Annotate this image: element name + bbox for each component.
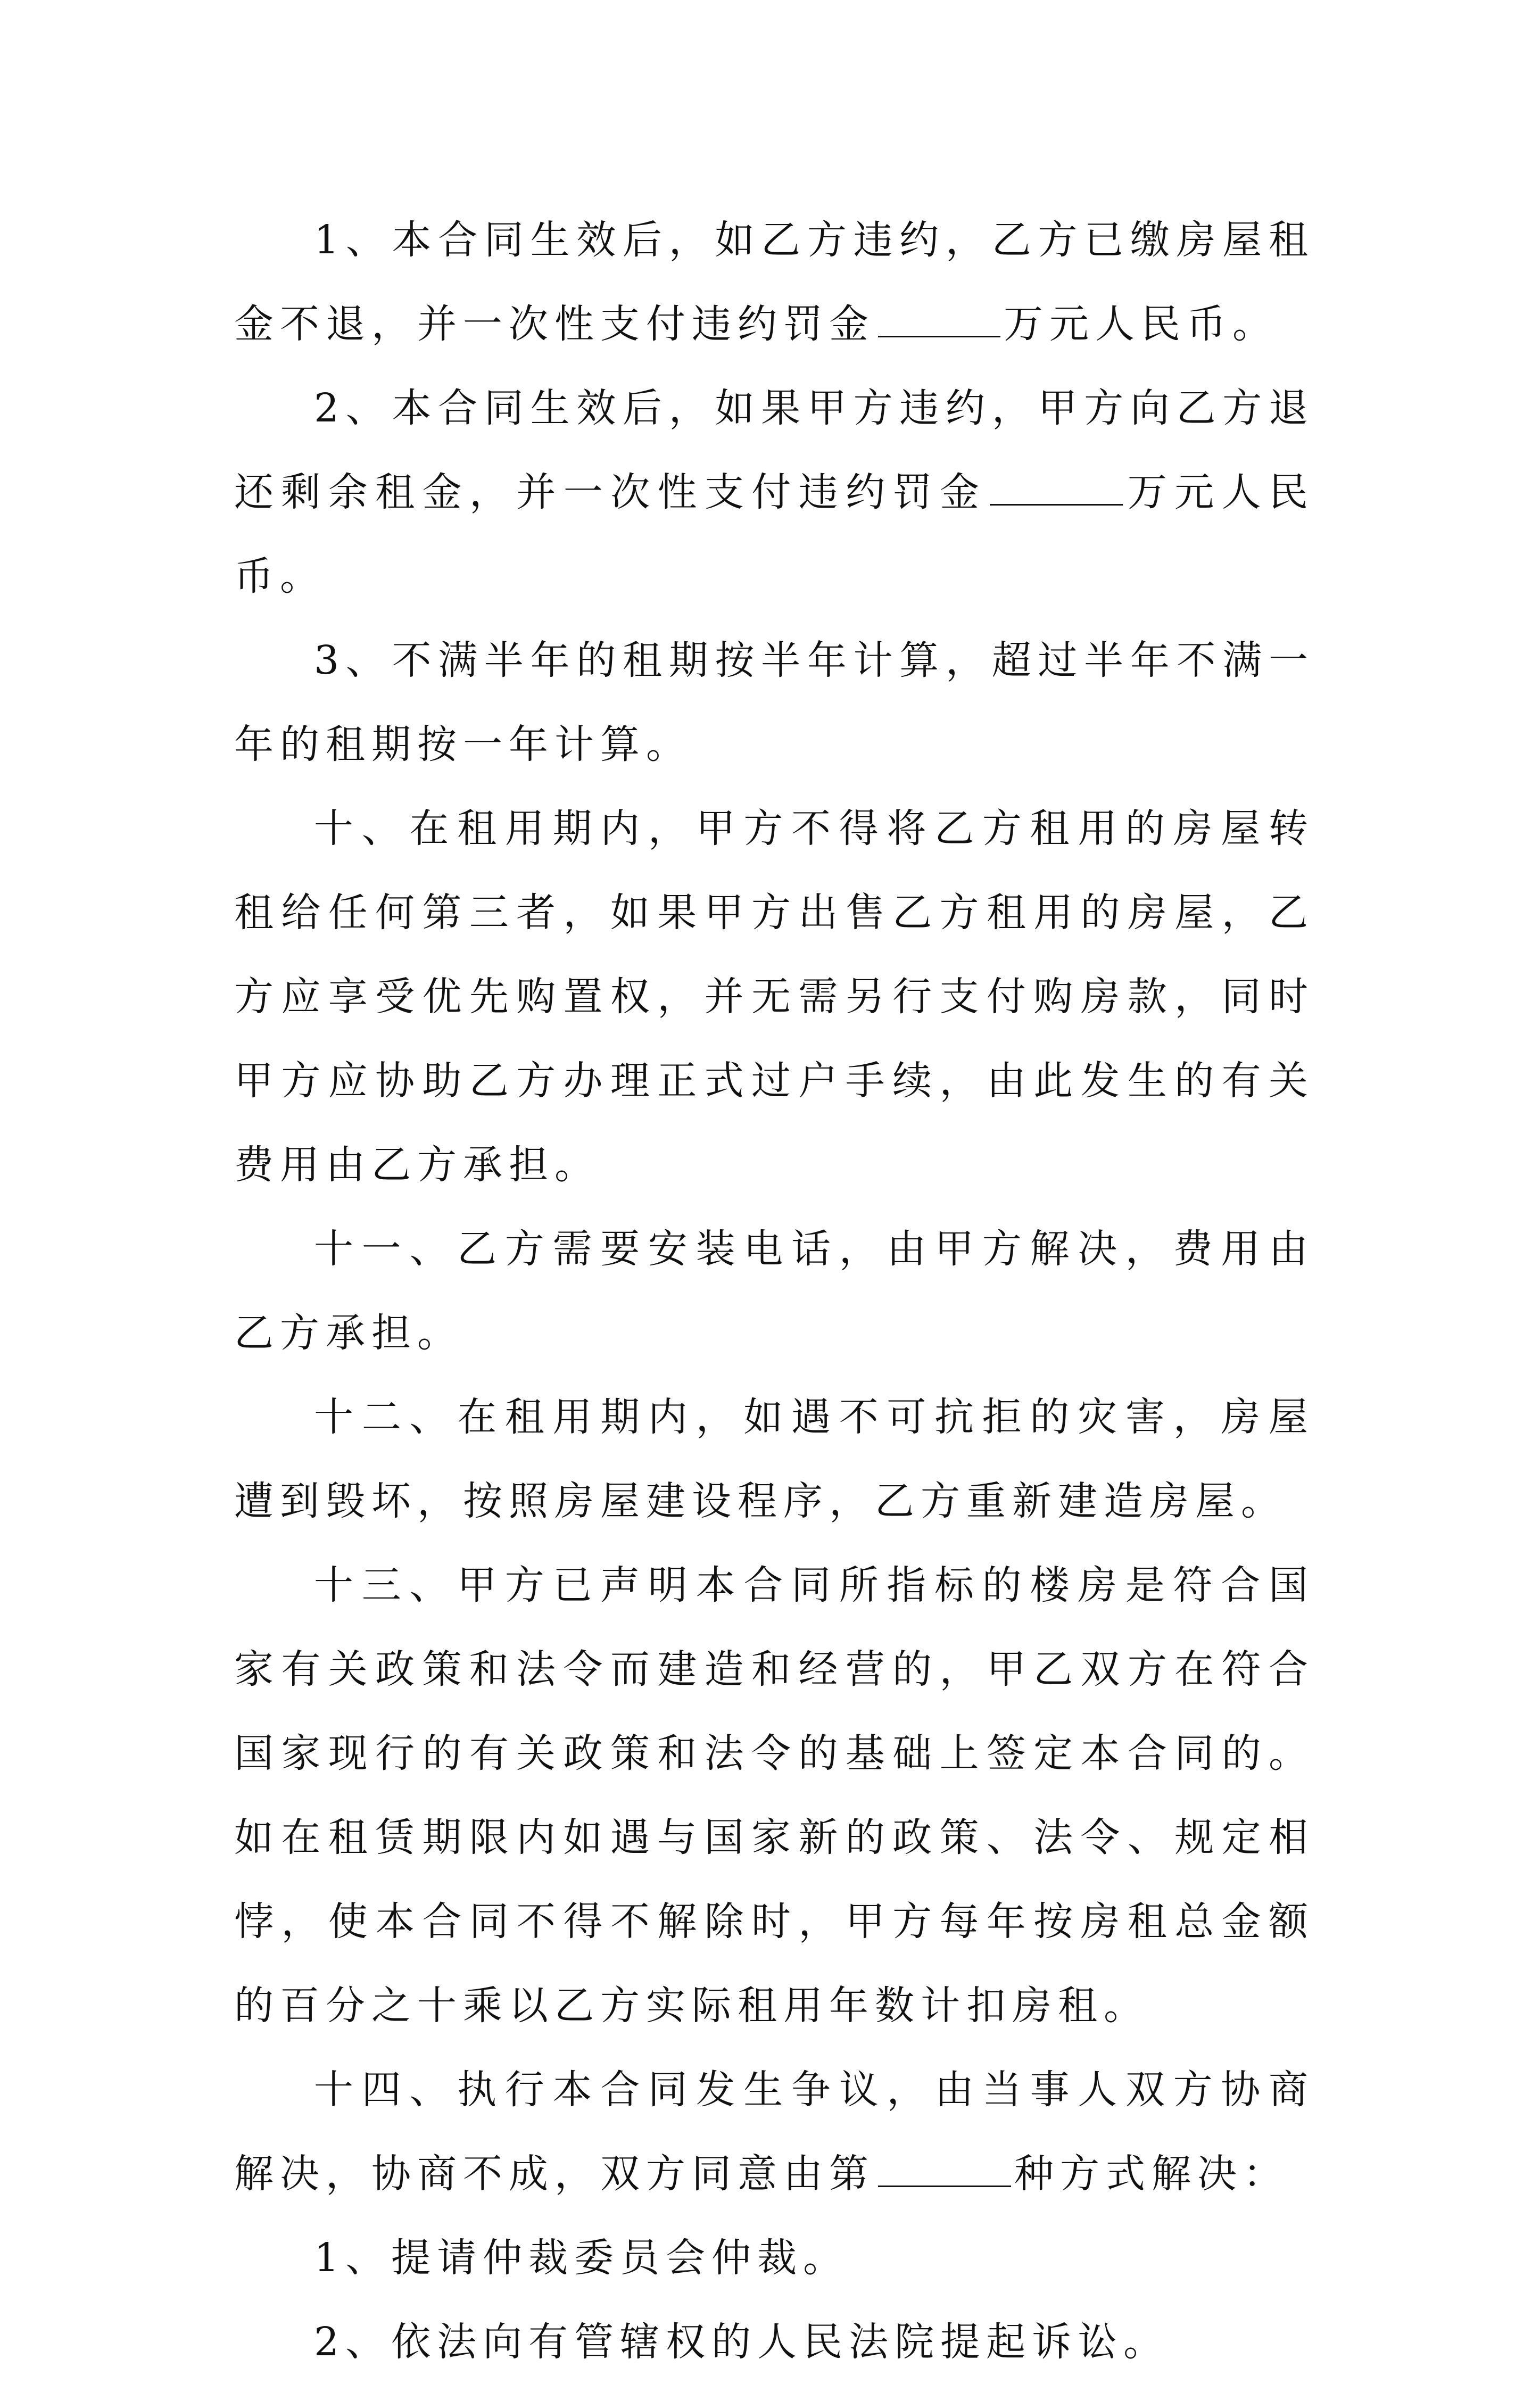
penalty-amount-blank bbox=[878, 303, 1000, 337]
clause-text: 万元人民币。 bbox=[1004, 301, 1278, 347]
clause-12: 十二、在租用期内，如遇不可抗拒的灾害，房屋遭到毁坏，按照房屋建设程序，乙方重新建造房屋。 bbox=[234, 1394, 1314, 1524]
resolution-option-arbitration: 1、提请仲裁委员会仲裁。 bbox=[314, 2235, 849, 2281]
clause-text: 十四、执行本合同发生争议，由当事人双方协商解决，协商不成，双方同意由第 bbox=[234, 2067, 1314, 2197]
clause-13: 十三、甲方已声明本合同所指标的楼房是符合国家有关政策和法令而建造和经营的，甲乙双方在符合国家现行的有关政策和法令的基础上签定本合同的。如在租赁期限内如遇与国家新的政策、法令、规定相悖，使本合同不得不解除时，甲方每年按房租总金额的百分之十乘以乙方实际租用年数计扣房租。 bbox=[234, 1562, 1314, 2029]
clause-breach-landlord bbox=[234, 366, 1314, 618]
clause-breach-tenant bbox=[234, 198, 1314, 366]
clause-text: 种方式解决： bbox=[1014, 2151, 1289, 2197]
resolution-method-blank bbox=[878, 2153, 1011, 2187]
document-body bbox=[234, 198, 1314, 2384]
clause-text: 万元人民币。 bbox=[234, 469, 1315, 599]
penalty-amount-blank bbox=[990, 471, 1123, 506]
clause-11: 十一、乙方需要安装电话，由甲方解决，费用由乙方承担。 bbox=[234, 1226, 1314, 1356]
clause-lease-term-rounding: 3、不满半年的租期按半年计算，超过半年不满一年的租期按一年计算。 bbox=[234, 638, 1314, 767]
clause-10: 十、在租用期内，甲方不得将乙方租用的房屋转租给任何第三者，如果甲方出售乙方租用的房屋，乙方应享受优先购置权，并无需另行支付购房款，同时甲方应协助乙方办理正式过户手续，由此发生的有关费用由乙方承担。 bbox=[234, 806, 1314, 1188]
clause-text: 2、本合同生效后，如果甲方违约，甲方向乙方退还剩余租金，并一次性支付违约罚金 bbox=[234, 385, 1314, 515]
clause-text: 1、本合同生效后，如乙方违约，乙方已缴房屋租金不退，并一次性支付违约罚金 bbox=[234, 217, 1314, 347]
resolution-option-litigation: 2、依法向有管辖权的人民法院提起诉讼。 bbox=[314, 2319, 1170, 2365]
clause-14 bbox=[234, 2048, 1314, 2216]
